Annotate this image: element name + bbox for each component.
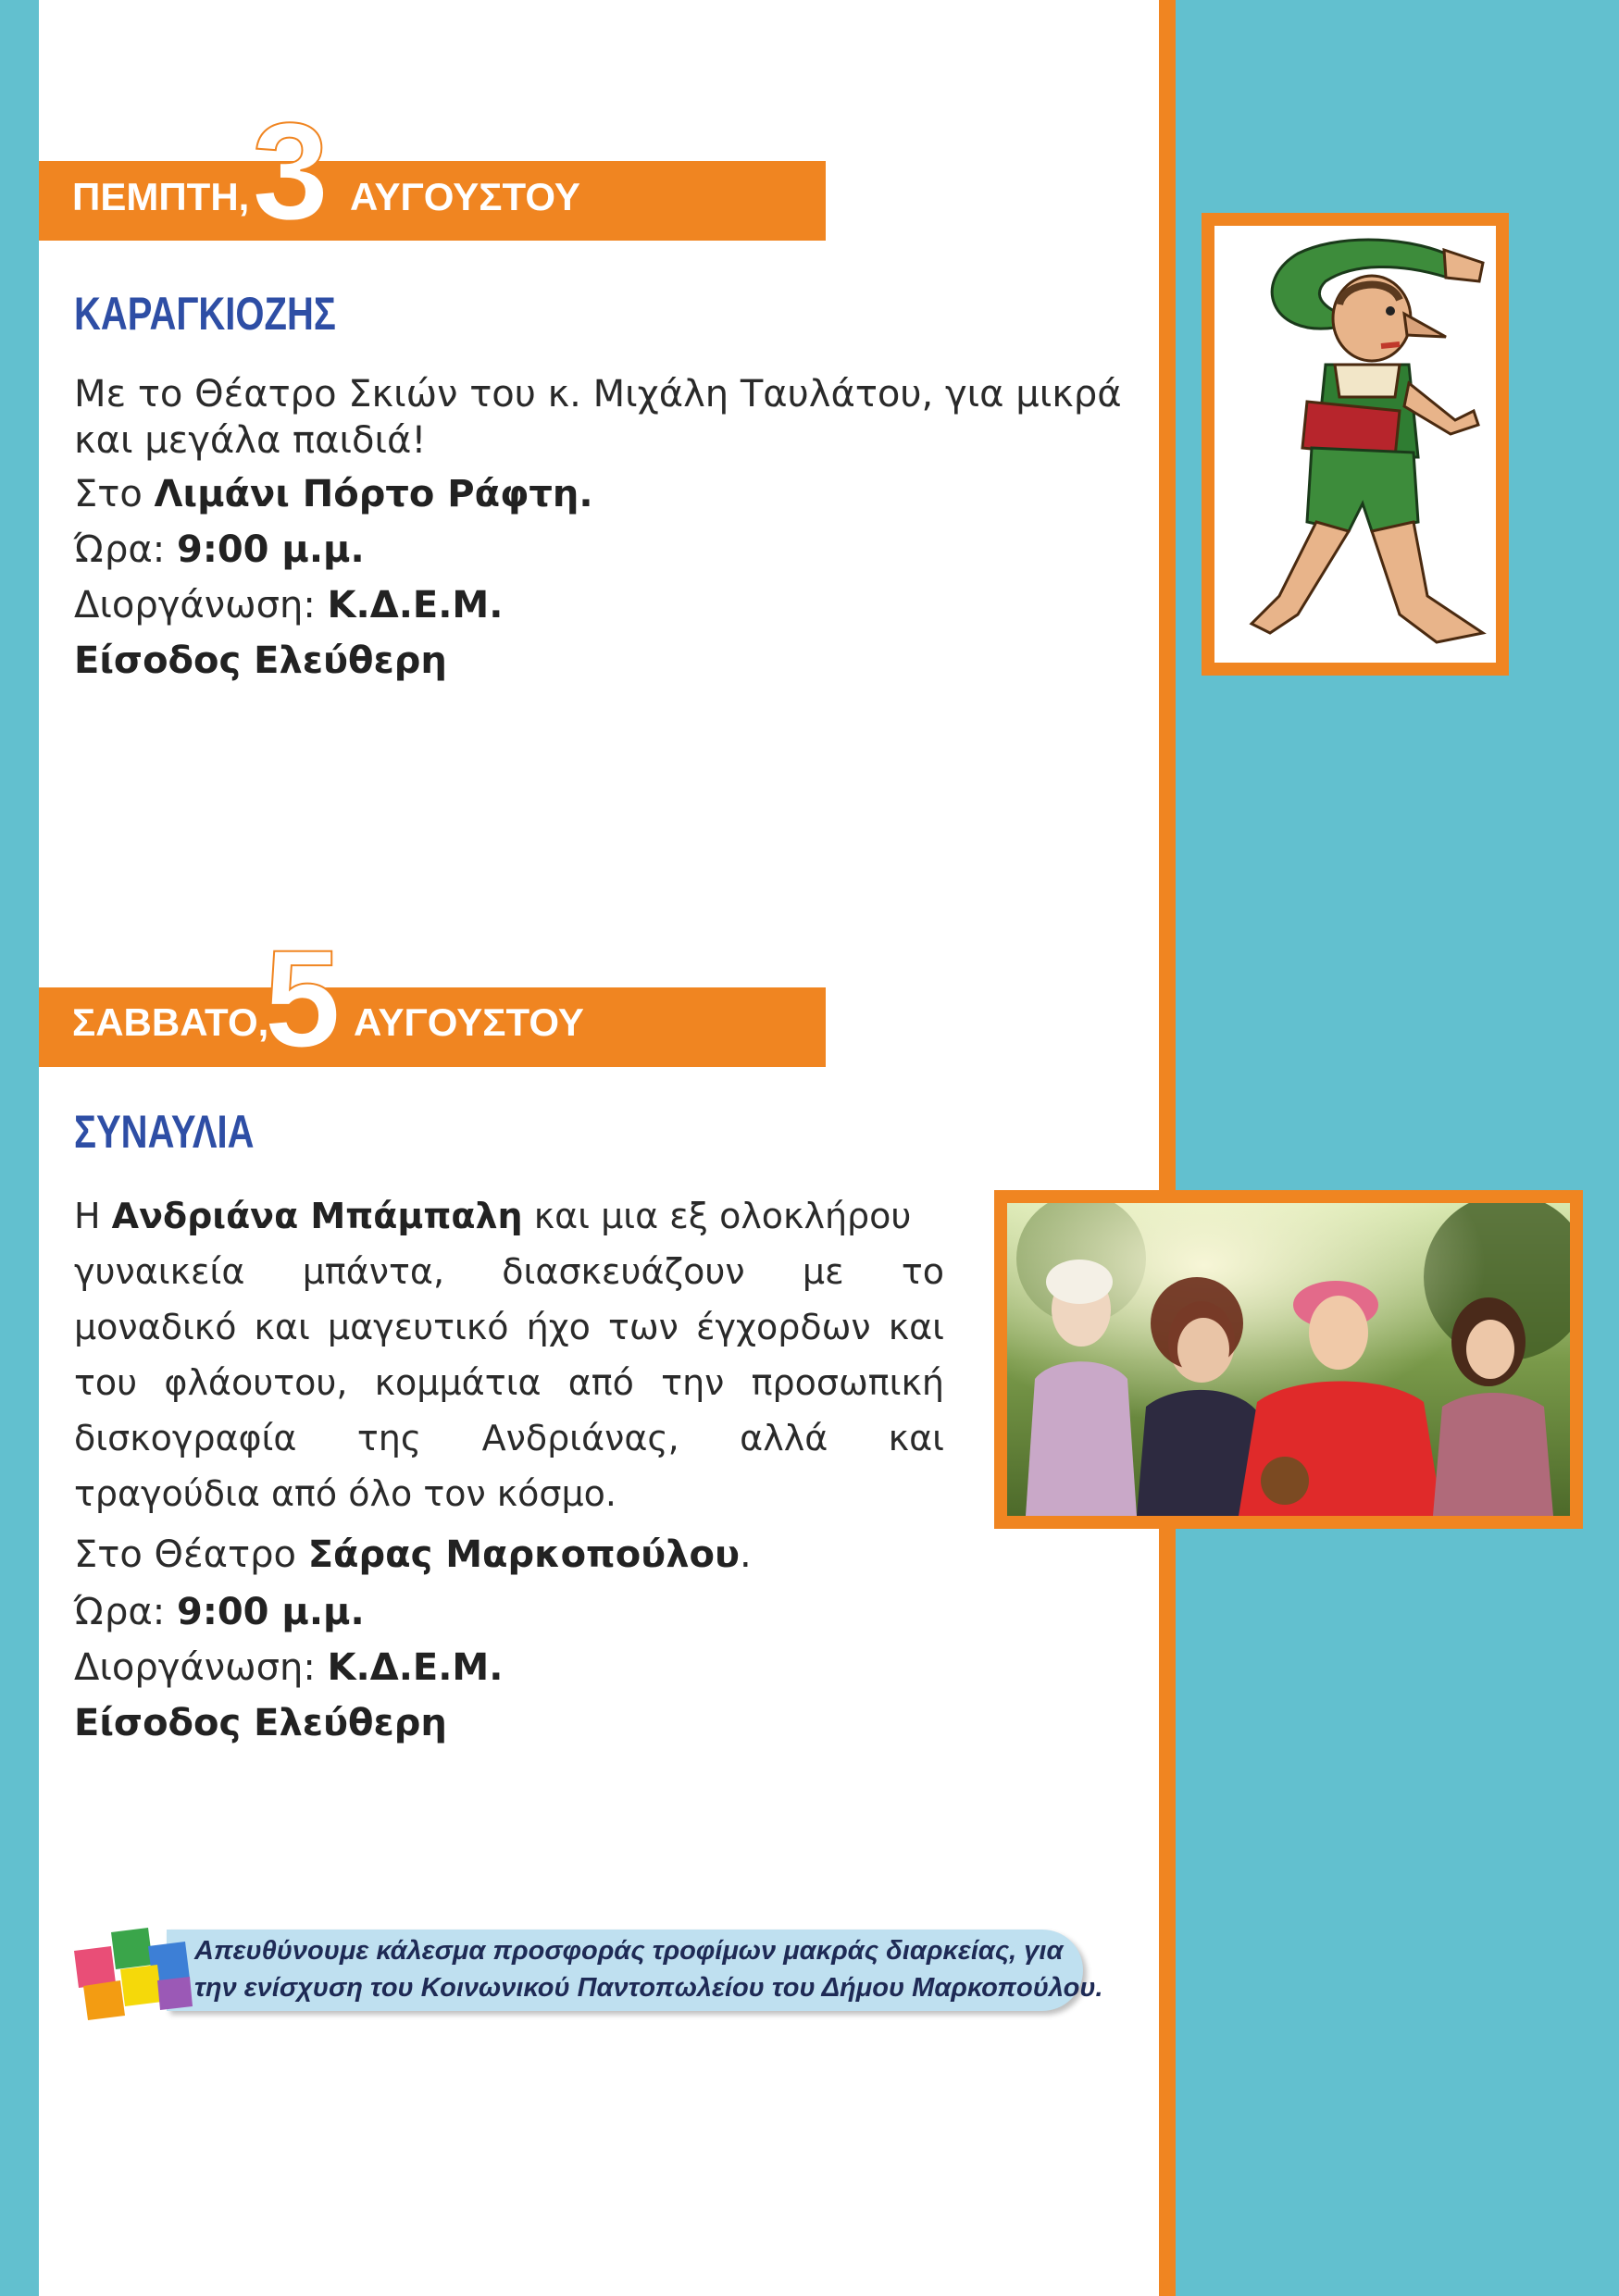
event-time: 9:00 μ.μ. [176, 1591, 365, 1633]
organizer-name: Κ.Δ.Ε.Μ. [327, 1646, 504, 1689]
description-paragraph [74, 1244, 944, 1521]
event-time: 9:00 μ.μ. [176, 528, 365, 571]
date-weekday: ΣΑΒΒΑΤΟ, [72, 1000, 269, 1044]
band-photo-frame [994, 1190, 1583, 1529]
date-weekday: ΠΕΜΠΤΗ, [72, 175, 250, 218]
description-line: τραγούδια από όλο τον κόσμο. [74, 1473, 616, 1514]
date-month: ΑΥΓΟΥΣΤΟΥ [350, 175, 580, 218]
description-line: γυναικεία μπάντα, διασκευάζουν με το [74, 1251, 944, 1292]
venue-name: Σάρας Μαρκοπούλου [307, 1533, 740, 1576]
karagiozis-figure-image [1214, 226, 1496, 663]
karagiozis-image-frame [1202, 213, 1509, 676]
banner-line: Απευθύνουμε κάλεσμα προσφοράς τροφίμων μακράς διαρκείας, για [194, 1936, 1064, 1966]
description-line: και μεγάλα παιδιά! [74, 419, 427, 462]
venue-line: Στο Λιμάνι Πόρτο Ράφτη. [74, 473, 593, 515]
artist-name: Ανδριάνα Μπάμπαλη [111, 1196, 523, 1236]
description-line: Με το Θέατρο Σκιών του κ. Μιχάλη Ταυλάτου, για μικρά [74, 373, 1122, 416]
left-color-strip [0, 0, 39, 2296]
time-line: Ώρα: 9:00 μ.μ. [74, 1591, 365, 1633]
description-line: Η Ανδριάνα Μπάμπαλη και μια εξ ολοκλήρου [74, 1196, 912, 1236]
entry-line: Είσοδος Ελεύθερη [74, 1702, 447, 1744]
description-line: του φλάουτου, κομμάτια από την προσωπική [74, 1362, 944, 1403]
banner-text [194, 1932, 1103, 2006]
puzzle-logo-icon [65, 1914, 204, 2025]
venue-name: Λιμάνι Πόρτο Ράφτη. [154, 473, 593, 515]
venue-line: Στο Θέατρο Σάρας Μαρκοπούλου. [74, 1533, 752, 1576]
organizer-line: Διοργάνωση: Κ.Δ.Ε.Μ. [74, 1646, 504, 1689]
time-line: Ώρα: 9:00 μ.μ. [74, 528, 365, 571]
description-line: μοναδικό και μαγευτικό ήχο των έγχορδων και [74, 1307, 944, 1347]
event-title: ΣΥΝΑΥΛΙΑ [74, 1106, 255, 1158]
banner-line: την ενίσχυση του Κοινωνικού Παντοπωλείου του Δήμου Μαρκοπούλου. [194, 1973, 1103, 2003]
orange-divider-line [1159, 0, 1176, 2296]
band-photo-image [1007, 1203, 1570, 1516]
date-month: ΑΥΓΟΥΣΤΟΥ [354, 1000, 584, 1044]
entry-line: Είσοδος Ελεύθερη [74, 639, 447, 682]
organizer-name: Κ.Δ.Ε.Μ. [327, 584, 504, 627]
date-day-number: 3 [252, 93, 330, 249]
description-line: δισκογραφία της Ανδριάνας, αλλά και [74, 1418, 944, 1458]
event-title: ΚΑΡΑΓΚΙΟΖΗΣ [74, 288, 336, 340]
date-day-number: 5 [264, 921, 342, 1076]
organizer-line: Διοργάνωση: Κ.Δ.Ε.Μ. [74, 584, 504, 627]
